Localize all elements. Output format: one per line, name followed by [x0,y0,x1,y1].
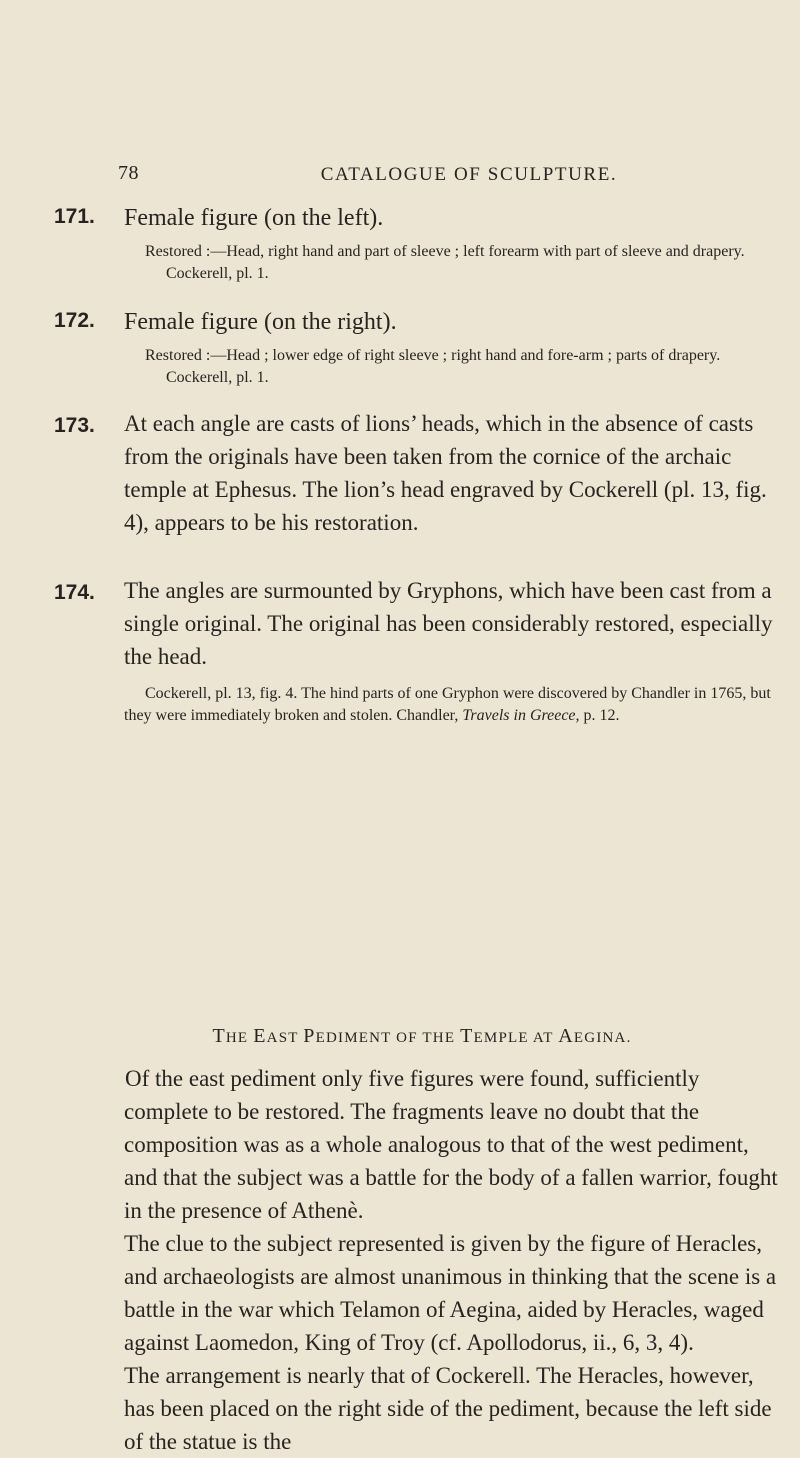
entry-heading: Female figure (on the left). [124,205,384,231]
entry-text: The angles are surmounted by Gryphons, which have been cast from a single original. The original has been considerably restored, especially the head. [124,578,773,669]
catalogue-entry-172 [54,307,782,389]
running-title: CATALOGUE OF SCULPTURE. [320,164,618,185]
catalogue-entry-174 [54,574,782,727]
catalogue-entry-171 [54,203,782,285]
running-head [118,162,778,190]
catalogue-entry-173 [54,407,782,539]
book-title: Travels in Greece, [462,707,580,724]
paragraph-3: The arrangement is nearly that of Cockerell. The Heracles, however, has been placed on the right side of the pediment, because the left side of the statue is the [124,1363,772,1454]
entry-note: Restored :—Head, right hand and part of sleeve ; left forearm with part of sleeve and drapery. Cockerell, pl. 1. [145,243,745,282]
entry-number: 174. [54,581,95,604]
entry-number: 171. [54,205,95,228]
section-heading: THE EAST PEDIMENT OF THE TEMPLE AT AEGINA. [212,1025,632,1047]
entry-note: Cockerell, pl. 13, fig. 4. The hind parts of one Gryphon were discovered by Chandler in 1765, but they were immediately broken and stolen. Chandler, Travels in Greece, p. 12. [124,685,771,724]
entry-heading: Female figure (on the right). [124,309,397,335]
page-number: 78 [118,162,139,184]
entry-number: 172. [54,309,95,332]
entry-number: 173. [54,414,95,437]
paragraph-1: Of the east pediment only five figures were found, sufficiently complete to be restored. The fragments leave no doubt that the composition was as a whole analogous to that of the west pediment, and that the subject was a battle for the body of a fallen warrior, fought in the presence of Athenè. [124,1066,778,1223]
entry-text: At each angle are casts of lions’ heads, which in the absence of casts from the originals have been taken from the cornice of the archaic temple at Ephesus. The lion’s head engraved by Cockerell (pl. 13, fig. 4), appears to be his restoration. [124,411,767,535]
paragraph-2: The clue to the subject represented is given by the figure of Heracles, and archaeologists are almost unanimous in thinking that the scene is a battle in the war which Telamon of Aegina, aided by Heracles, waged against Laomedon, King of Troy (cf. Apollodorus, ii., 6, 3, 4). [124,1231,777,1355]
entry-note: Restored :—Head ; lower edge of right sleeve ; right hand and fore-arm ; parts of drapery. Cockerell, pl. 1. [145,347,721,386]
